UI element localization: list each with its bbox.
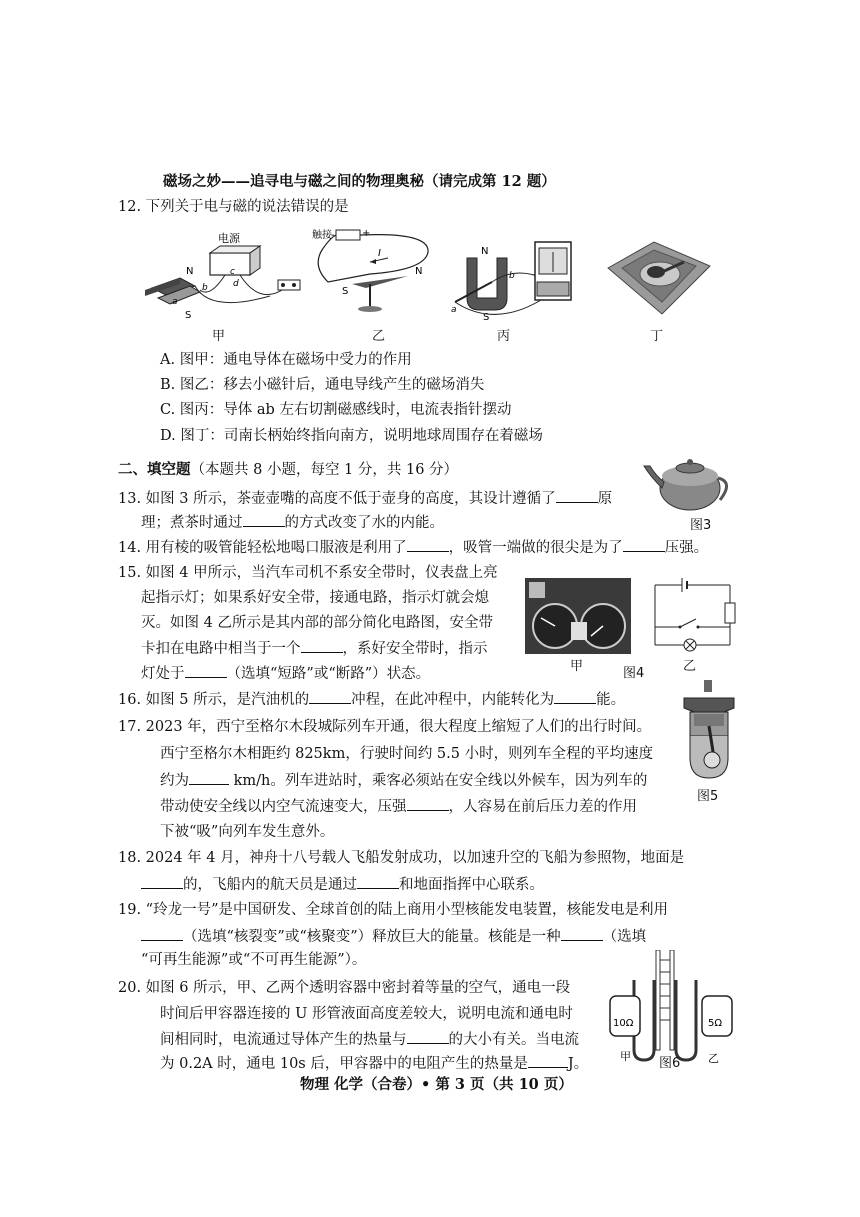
q13-line1: 13. 如图 3 所示，茶壶壶嘴的高度不低于壶身的高度，其设计遵循了 原 (118, 488, 612, 509)
fig6-caption: 图6 (659, 1056, 681, 1071)
power-label: 电源 (218, 232, 240, 245)
q17-line3: 约为 km/h。列车进站时，乘客必须站在安全线以外候车，因为列车的 (160, 770, 647, 791)
q17-line1: 17. 2023 年，西宁至格尔木段城际列车开通，很大程度上缩短了人们的出行时间。 (118, 719, 652, 735)
svg-text:b: b (202, 283, 208, 293)
q20-line4: 为 0.2A 时，通电 10s 后，甲容器中的电阻产生的热量是 J。 (160, 1053, 588, 1074)
section2-heading (118, 460, 458, 480)
q18-line2: 的，飞船内的航天员是通过 和地面指挥中心联系。 (141, 874, 544, 895)
page-footer: 物理 化学（合卷）• 第 3 页（共 10 页） (300, 1076, 573, 1093)
q17-line2: 西宁至格尔木相距约 825km，行驶时间约 5.5 小时，则列车全程的平均速度 (160, 746, 654, 762)
fig-label-ding: 丁 (650, 329, 664, 344)
q19-line3: “可再生能源”或“不可再生能源”）。 (141, 952, 367, 968)
svg-text:甲: 甲 (620, 1050, 631, 1063)
q20-line1: 20. 如图 6 所示，甲、乙两个透明容器中密封着等量的空气，通电一段 (118, 980, 571, 996)
fig5-caption: 图5 (697, 789, 719, 804)
resistor-10-label: 10Ω (613, 1018, 634, 1029)
n-label: N (186, 266, 194, 277)
svg-text:-: - (331, 230, 335, 241)
section2-note: （本题共 8 小题，每空 1 分，共 16 分） (190, 462, 459, 478)
q18-line1: 18. 2024 年 4 月，神舟十八号载人飞船发射成功，以加速升空的飞船为参照物，地面是 (118, 850, 685, 866)
svg-text:乙: 乙 (708, 1052, 719, 1065)
q12-option-d: D. 图丁：司南长柄始终指向南方，说明地球周围存在着磁场 (160, 428, 543, 444)
q17-blank-1[interactable] (189, 770, 229, 785)
seatbelt-circuit-diagram (640, 575, 740, 665)
q19-line2: （选填“核裂变”或“核聚变”）释放巨大的能量。核能是一种 （选填 (141, 926, 646, 947)
q20-line2: 时间后甲容器连接的 U 形管液面高度差较大，说明电流和通电时 (160, 1006, 573, 1022)
figure-yi-oersted (310, 222, 440, 317)
figure-jia-motor (140, 228, 310, 323)
svg-text:a: a (451, 305, 457, 315)
engine-image (678, 678, 740, 782)
q16-blank-2[interactable] (554, 689, 596, 704)
q12-option-b: B. 图乙：移去小磁针后，通电导线产生的磁场消失 (160, 377, 485, 393)
q19-line1: 19. “玲龙一号”是中国研发、全球首创的陆上商用小型核能发电装置，核能发电是利用 (118, 902, 668, 918)
figure-bing-induction (437, 240, 587, 322)
svg-text:c: c (230, 267, 235, 277)
svg-text:N: N (481, 246, 489, 257)
q13-line2: 理；煮茶时通过 的方式改变了水的内能。 (141, 512, 444, 533)
q15-line4: 卡扣在电路中相当于一个 ，系好安全带时，指示 (141, 638, 488, 659)
q19-blank-2[interactable] (561, 926, 603, 941)
joule-heat-apparatus (604, 950, 738, 1068)
q15-line3: 灭。如图 4 乙所示是其内部的部分简化电路图，安全带 (141, 615, 493, 631)
svg-text:a: a (172, 297, 178, 307)
q12-stem: 12. 下列关于电与磁的说法错误的是 (118, 199, 349, 215)
q19-blank-1[interactable] (141, 926, 183, 941)
svg-text:b: b (509, 271, 515, 281)
q20-blank-2[interactable] (528, 1053, 568, 1068)
q15-blank-1[interactable] (301, 638, 343, 653)
q20-blank-1[interactable] (407, 1029, 449, 1044)
svg-text:d: d (233, 279, 239, 289)
section2-title: 二、填空题 (118, 461, 191, 478)
figure-ding-compass (602, 238, 714, 318)
q15-line2: 起指示灯；如果系好安全带，接通电路，指示灯就会熄 (141, 590, 489, 606)
svg-text:I: I (378, 248, 381, 259)
q13-blank-1[interactable] (556, 488, 598, 503)
q18-blank-1[interactable] (141, 874, 183, 889)
q14-blank-2[interactable] (623, 537, 665, 552)
q17-blank-2[interactable] (407, 796, 449, 811)
q15-blank-2[interactable] (185, 663, 227, 678)
fig3-caption: 图3 (690, 518, 712, 533)
fig-label-yi: 乙 (372, 329, 386, 344)
svg-text:S: S (483, 312, 490, 322)
q12-option-c: C. 图丙：导体 ab 左右切割磁感线时，电流表指针摆动 (160, 402, 512, 418)
q13-blank-2[interactable] (243, 512, 285, 527)
q15-line5: 灯处于 （选填“短路”或“断路”）状态。 (141, 663, 430, 684)
resistor-5-label: 5Ω (708, 1018, 723, 1029)
svg-text:+: + (362, 228, 371, 239)
s-label: S (185, 310, 192, 321)
fig4-caption: 图4 (623, 666, 645, 681)
svg-text:N: N (415, 266, 423, 277)
fig-label-bing: 丙 (497, 329, 511, 344)
q16-blank-1[interactable] (309, 689, 351, 704)
dashboard-image (525, 578, 631, 654)
fig4-label-yi: 乙 (683, 659, 697, 674)
teapot-image (642, 448, 732, 514)
q18-blank-2[interactable] (357, 874, 399, 889)
q14-line: 14. 用有棱的吸管能轻松地喝口服液是利用了 ，吸管一端做的很尖是为了 压强。 (118, 537, 708, 558)
svg-text:S: S (342, 286, 349, 297)
q20-line3: 间相同时，电流通过导体产生的热量与 的大小有关。当电流 (160, 1029, 579, 1050)
fig-label-jia: 甲 (212, 329, 226, 344)
q17-line4: 带动使安全线以内空气流速变大，压强 ，人容易在前后压力差的作用 (160, 796, 637, 817)
q16-line: 16. 如图 5 所示，是汽油机的 冲程，在此冲程中，内能转化为 能。 (118, 689, 625, 710)
q17-line5: 下被“吸”向列车发生意外。 (160, 824, 335, 840)
q14-blank-1[interactable] (407, 537, 449, 552)
section-intro: 磁场之妙——追寻电与磁之间的物理奥秘（请完成第 12 题） (163, 173, 556, 190)
q12-option-a: A. 图甲：通电导体在磁场中受力的作用 (160, 352, 412, 368)
svg-text:触接: 触接 (312, 230, 332, 241)
q15-line1: 15. 如图 4 甲所示，当汽车司机不系安全带时，仪表盘上亮 (118, 565, 498, 581)
fig4-label-jia: 甲 (570, 659, 584, 674)
